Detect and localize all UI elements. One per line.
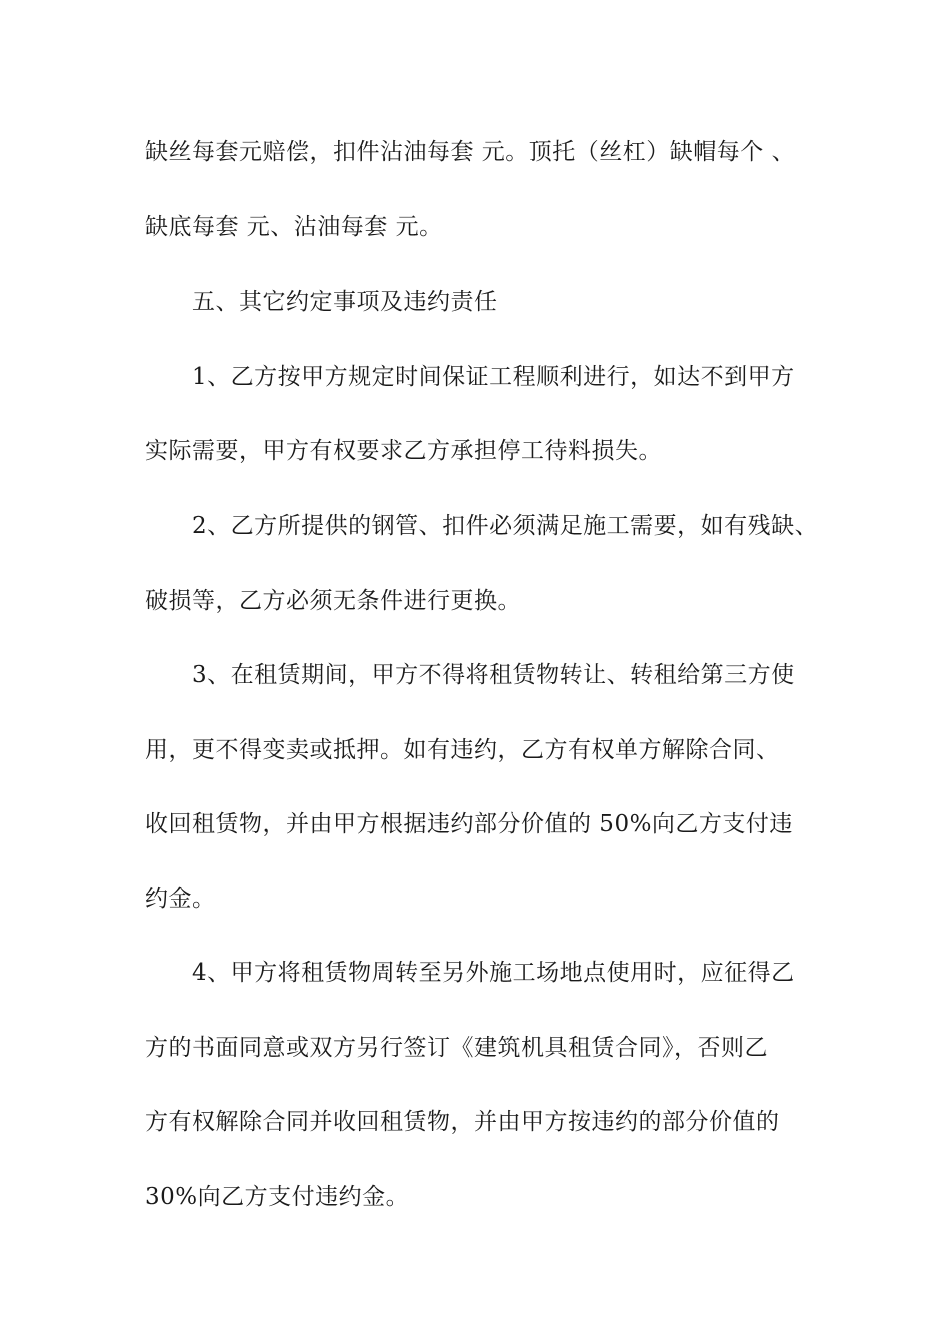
paragraph-line: 2、乙方所提供的钢管、扣件必须满足施工需要，如有残缺、 — [192, 513, 819, 539]
paragraph-line: 收回租赁物，并由甲方根据违约部分价值的 50%向乙方支付违 — [145, 811, 793, 837]
section-heading: 五、其它约定事项及违约责任 — [192, 289, 498, 315]
paragraph-line: 4、甲方将租赁物周转至另外施工场地点使用时，应征得乙 — [192, 960, 795, 986]
paragraph-line: 约金。 — [145, 886, 216, 912]
paragraph-line: 1、乙方按甲方规定时间保证工程顺利进行，如达不到甲方 — [192, 364, 795, 390]
paragraph-line: 破损等，乙方必须无条件进行更换。 — [145, 588, 521, 614]
paragraph-line: 缺底每套 元、沾油每套 元。 — [145, 214, 443, 240]
paragraph-line: 用，更不得变卖或抵押。如有违约，乙方有权单方解除合同、 — [145, 737, 780, 763]
paragraph-line: 30%向乙方支付违约金。 — [145, 1184, 410, 1210]
paragraph-line: 实际需要，甲方有权要求乙方承担停工待料损失。 — [145, 438, 662, 464]
paragraph-line: 方的书面同意或双方另行签订《建筑机具租赁合同》，否则乙 — [145, 1035, 768, 1061]
paragraph-line: 缺丝每套元赔偿，扣件沾油每套 元。顶托（丝杠）缺帽每个 、 — [145, 139, 796, 165]
paragraph-line: 方有权解除合同并收回租赁物，并由甲方按违约的部分价值的 — [145, 1109, 780, 1135]
paragraph-line: 3、在租赁期间，甲方不得将租赁物转让、转租给第三方使 — [192, 662, 795, 688]
